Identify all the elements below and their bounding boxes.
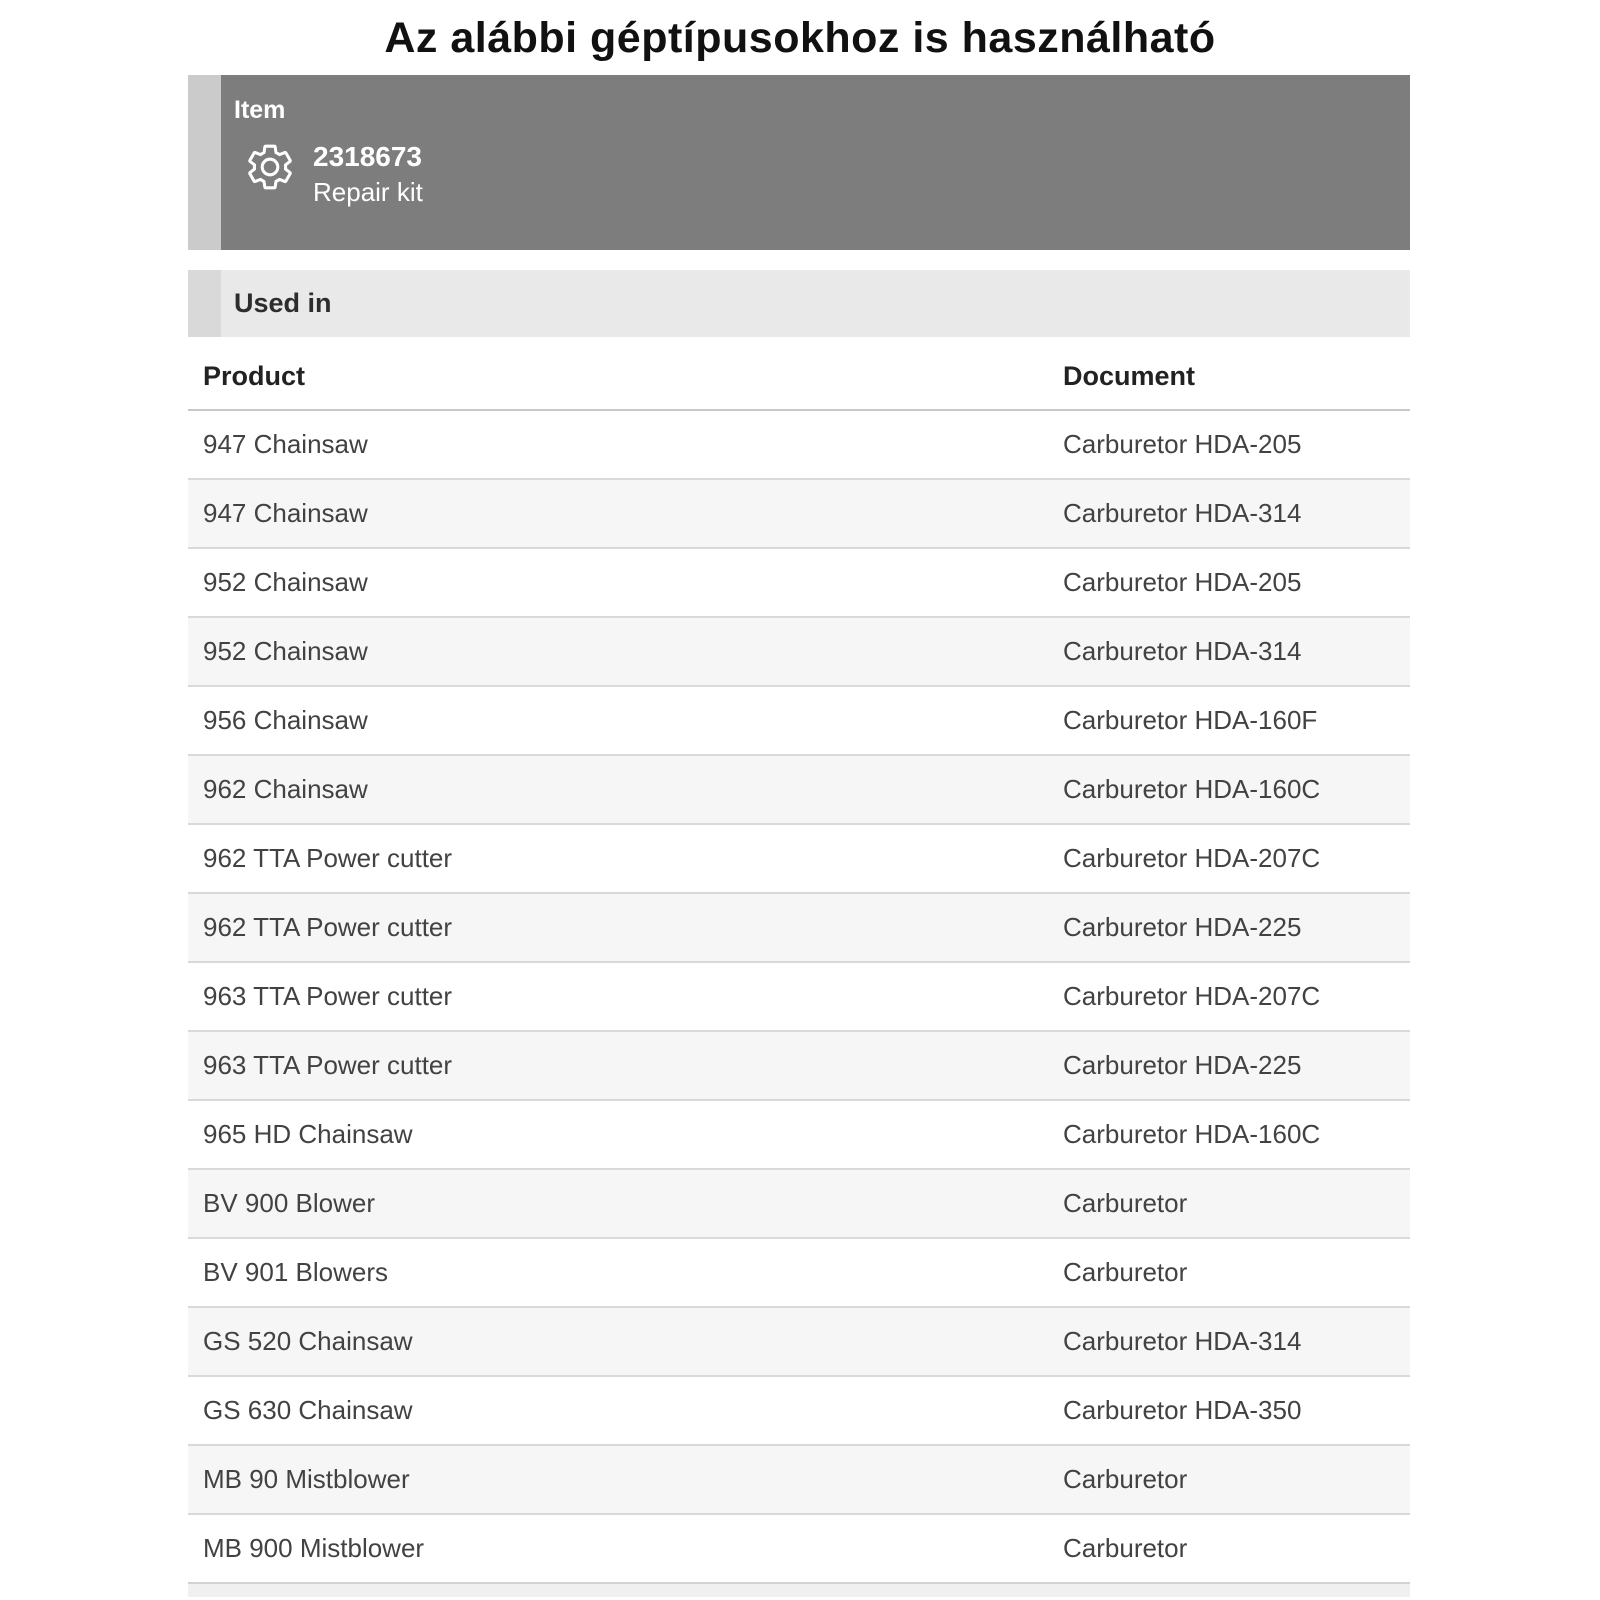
product-cell: 965 HD Chainsaw — [203, 1119, 413, 1149]
document-cell: Carburetor HDA-207C — [1063, 981, 1321, 1011]
document-cell: Carburetor — [1063, 1464, 1188, 1494]
item-card — [188, 75, 1410, 250]
product-cell: MB 90 Mistblower — [203, 1464, 410, 1494]
item-card-body — [221, 75, 1410, 250]
product-cell: BV 901 Blowers — [203, 1257, 388, 1287]
document-cell: Carburetor — [1063, 1533, 1188, 1563]
item-identity — [313, 138, 423, 211]
product-cell: 963 TTA Power cutter — [203, 1050, 453, 1080]
table-header-row — [188, 349, 1410, 410]
document-cell: Carburetor HDA-205 — [1063, 567, 1302, 597]
item-number: 2318673 — [313, 140, 423, 172]
product-cell: 952 Chainsaw — [203, 636, 368, 666]
table-row — [188, 824, 1410, 893]
item-card-accent-strip — [188, 75, 221, 250]
document-cell: Carburetor HDA-314 — [1063, 498, 1302, 528]
document-cell: Carburetor HDA-205 — [1063, 429, 1302, 459]
document-cell: Carburetor HDA-314 — [1063, 636, 1302, 666]
product-cell: 947 Chainsaw — [203, 429, 368, 459]
table-row — [188, 893, 1410, 962]
document-cell: Carburetor HDA-160F — [1063, 705, 1318, 735]
cutoff-next-row — [188, 1582, 1410, 1597]
document-cell: Carburetor HDA-207C — [1063, 843, 1321, 873]
product-cell: 963 TTA Power cutter — [203, 981, 453, 1011]
used-in-table-body — [188, 410, 1410, 1582]
content-container — [188, 75, 1410, 1597]
document-cell: Carburetor HDA-225 — [1063, 1050, 1302, 1080]
gear-icon — [244, 141, 296, 193]
document-cell: Carburetor HDA-350 — [1063, 1395, 1302, 1425]
column-header-document: Document — [1048, 349, 1410, 410]
product-cell: GS 520 Chainsaw — [203, 1326, 413, 1356]
table-row — [188, 1445, 1410, 1514]
table-row — [188, 410, 1410, 479]
table-row — [188, 962, 1410, 1031]
table-row — [188, 1307, 1410, 1376]
column-header-product: Product — [188, 349, 1048, 410]
product-cell: 947 Chainsaw — [203, 498, 368, 528]
table-row — [188, 1100, 1410, 1169]
product-cell: 962 TTA Power cutter — [203, 912, 453, 942]
product-cell: 962 TTA Power cutter — [203, 843, 453, 873]
document-cell: Carburetor HDA-160C — [1063, 774, 1321, 804]
used-in-bar-body — [221, 270, 1410, 337]
document-cell: Carburetor — [1063, 1257, 1188, 1287]
used-in-section-header — [188, 270, 1410, 337]
table-row — [188, 1169, 1410, 1238]
document-cell: Carburetor — [1063, 1188, 1188, 1218]
item-card-label: Item — [234, 96, 286, 124]
product-cell: BV 900 Blower — [203, 1188, 375, 1218]
product-cell: GS 630 Chainsaw — [203, 1395, 413, 1425]
table-row — [188, 548, 1410, 617]
table-row — [188, 755, 1410, 824]
document-cell: Carburetor HDA-314 — [1063, 1326, 1302, 1356]
product-cell: MB 900 Mistblower — [203, 1533, 425, 1563]
table-row — [188, 686, 1410, 755]
used-in-table — [188, 349, 1410, 1582]
table-row — [188, 479, 1410, 548]
document-cell: Carburetor HDA-225 — [1063, 912, 1302, 942]
used-in-accent-strip — [188, 270, 221, 337]
product-cell: 952 Chainsaw — [203, 567, 368, 597]
page-title: Az alábbi géptípusokhoz is használható — [384, 14, 1216, 62]
table-row — [188, 1031, 1410, 1100]
product-cell: 956 Chainsaw — [203, 705, 368, 735]
used-in-label: Used in — [234, 288, 332, 318]
table-row — [188, 1238, 1410, 1307]
item-card-row — [234, 138, 1410, 211]
document-cell: Carburetor HDA-160C — [1063, 1119, 1321, 1149]
table-row — [188, 617, 1410, 686]
product-cell: 962 Chainsaw — [203, 774, 368, 804]
table-row — [188, 1514, 1410, 1582]
table-row — [188, 1376, 1410, 1445]
item-description: Repair kit — [313, 177, 423, 208]
